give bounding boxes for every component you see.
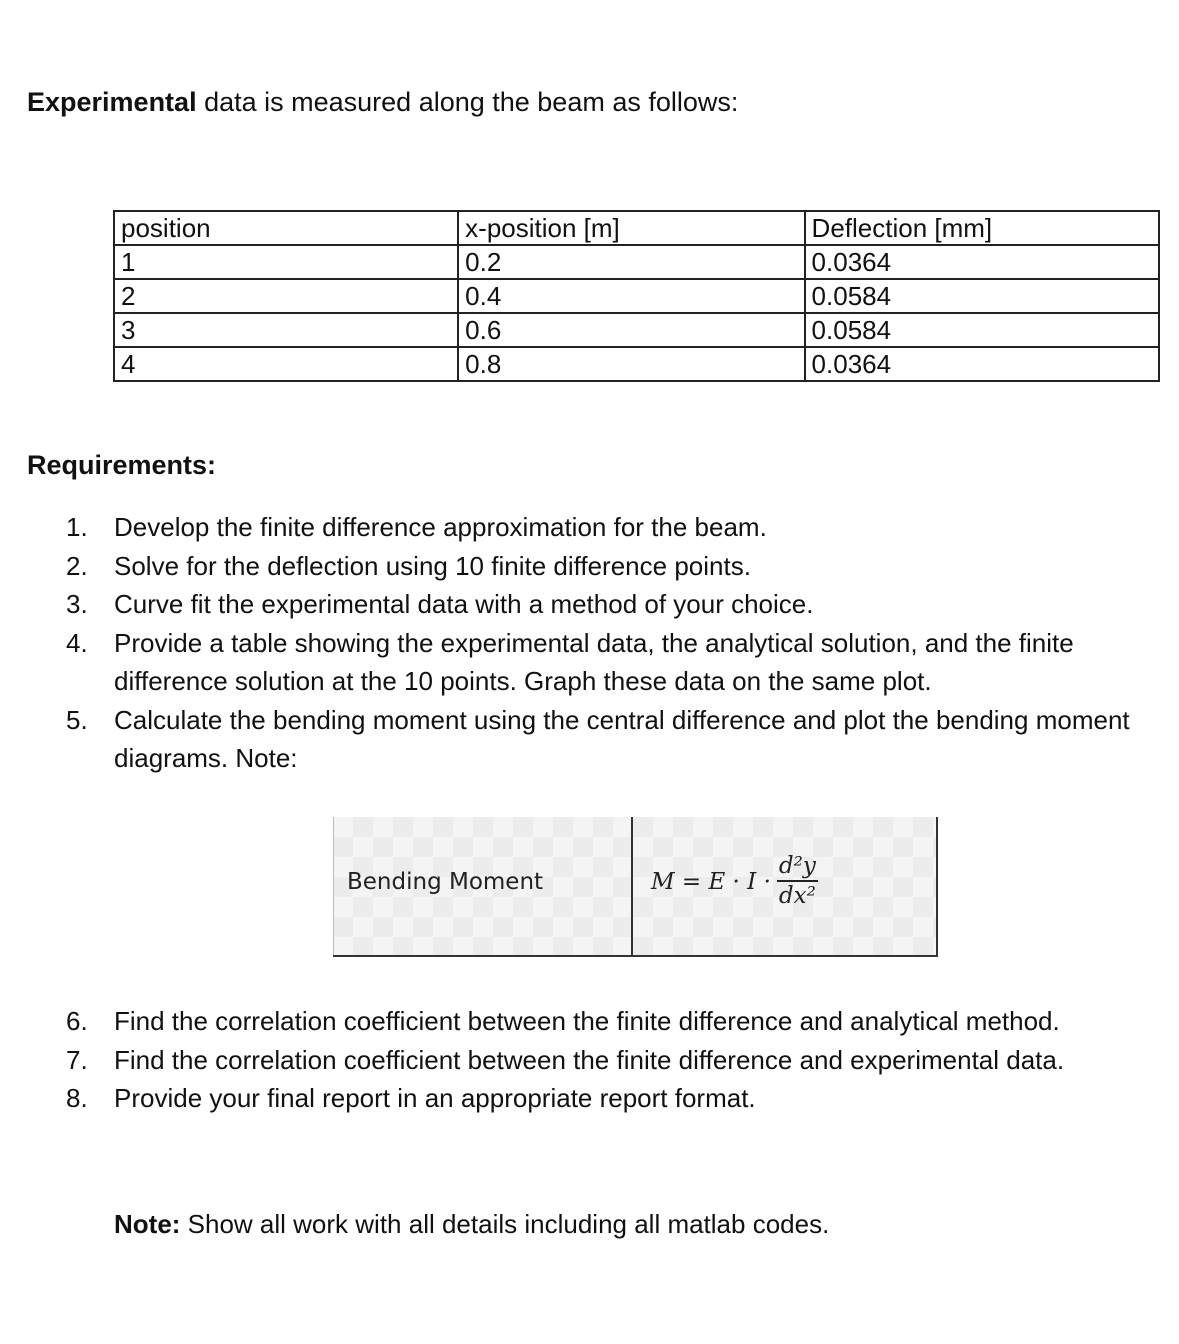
fraction-numerator: d²y: [777, 853, 818, 882]
equation-lhs: M = E · I ·: [651, 868, 771, 895]
list-item-text: Provide your final report in an appropriate report format.: [114, 1083, 756, 1113]
list-item-text: Develop the finite difference approximation for the beam.: [114, 512, 767, 542]
list-item-text: Find the correlation coefficient between the finite difference and experimental data.: [114, 1044, 1065, 1075]
intro-sentence: [27, 86, 738, 118]
list-item: [66, 547, 1156, 586]
table-row: [114, 245, 1159, 279]
table-row: [114, 279, 1159, 313]
list-item-number: 2.: [66, 550, 88, 581]
fraction-denominator: dx²: [778, 883, 816, 909]
cell-deflection: 0.0364: [805, 347, 1159, 381]
list-item: [66, 585, 1156, 624]
list-item-text: Solve for the deflection using 10 finite difference points.: [114, 550, 751, 581]
table-header-row: [114, 211, 1159, 245]
cell-deflection: 0.0584: [805, 279, 1159, 313]
bending-moment-equation: [651, 853, 818, 910]
list-item-number: 4.: [66, 627, 88, 658]
list-item-text: Curve fit the experimental data with a method of your choice.: [114, 589, 814, 619]
header-position: position: [114, 211, 458, 245]
requirements-list-part-2: [66, 1002, 1156, 1118]
list-item-number: 8.: [66, 1083, 88, 1113]
note-paragraph: [114, 1208, 829, 1240]
cell-x-position: 0.2: [458, 245, 804, 279]
requirements-heading: Requirements:: [27, 450, 217, 480]
list-item-number: 1.: [66, 512, 88, 542]
list-item: [66, 508, 1156, 547]
cell-deflection: 0.0584: [805, 313, 1159, 347]
table-row: [114, 313, 1159, 347]
formula-right-border: [936, 817, 938, 957]
list-item: [66, 624, 1156, 701]
cell-x-position: 0.4: [458, 279, 804, 313]
bending-moment-formula-table: [333, 817, 936, 957]
cell-position: 2: [114, 279, 458, 313]
list-item-text: Calculate the bending moment using the central difference and plot the bending moment diagrams. Note:: [114, 704, 1130, 773]
list-item: [66, 1041, 1156, 1080]
list-item-text: Find the correlation coefficient between the finite difference and analytical method.: [114, 1006, 1060, 1036]
list-item-text: Provide a table showing the experimental data, the analytical solution, and the finite difference solution at the 10 points. Graph these data on the same plot.: [114, 627, 1074, 696]
header-x-position: x-position [m]: [458, 211, 804, 245]
list-item-number: 5.: [66, 704, 88, 735]
formula-divider: [631, 817, 633, 957]
list-item: [66, 701, 1156, 778]
intro-bold: Experimental: [27, 87, 197, 117]
requirements-list-part-1: [66, 508, 1156, 778]
second-derivative-fraction: [777, 853, 818, 910]
formula-left-border: [333, 817, 334, 955]
bending-moment-label: Bending Moment: [347, 869, 544, 895]
list-item-number: 6.: [66, 1006, 88, 1036]
experimental-data-table: [113, 210, 1160, 382]
list-item: [66, 1079, 1156, 1118]
list-item: [66, 1002, 1156, 1041]
note-label: Note:: [114, 1209, 181, 1239]
cell-deflection: 0.0364: [805, 245, 1159, 279]
intro-text: data is measured along the beam as follows:: [196, 87, 739, 117]
cell-x-position: 0.8: [458, 347, 804, 381]
note-text: Show all work with all details including all matlab codes.: [180, 1209, 830, 1239]
cell-position: 1: [114, 245, 458, 279]
cell-position: 3: [114, 313, 458, 347]
list-item-number: 7.: [66, 1044, 88, 1075]
list-item-number: 3.: [66, 589, 88, 619]
table-row: [114, 347, 1159, 381]
cell-position: 4: [114, 347, 458, 381]
cell-x-position: 0.6: [458, 313, 804, 347]
header-deflection: Deflection [mm]: [805, 211, 1159, 245]
